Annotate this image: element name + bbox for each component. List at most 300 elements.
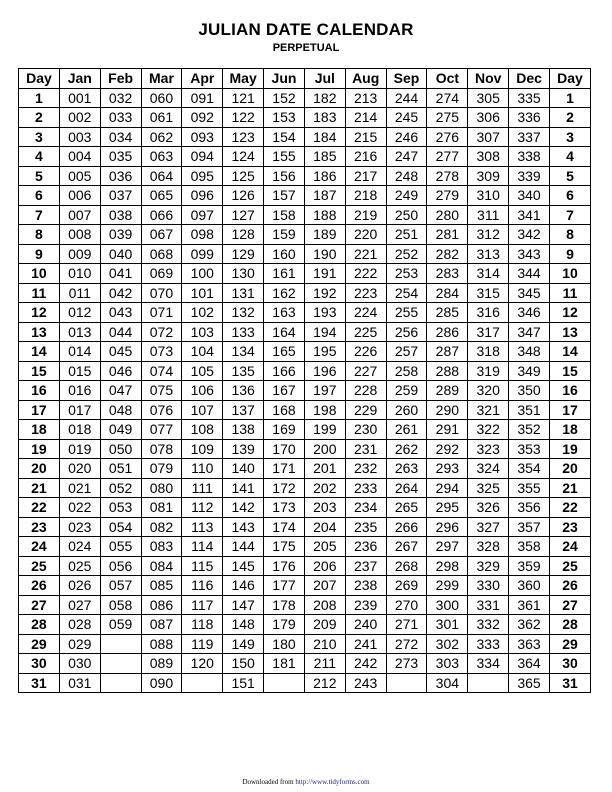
column-header-oct: Oct [427,69,468,89]
julian-day-cell: 117 [182,595,223,615]
table-row [19,459,591,479]
julian-day-cell: 328 [468,537,509,557]
day-number-cell: 8 [549,225,590,245]
julian-day-cell: 002 [59,108,100,128]
julian-day-cell: 028 [59,615,100,635]
julian-day-cell: 172 [264,478,305,498]
table-body [19,88,591,693]
julian-day-cell: 022 [59,498,100,518]
julian-day-cell: 220 [345,225,386,245]
julian-day-cell: 242 [345,654,386,674]
julian-day-cell: 327 [468,517,509,537]
julian-day-cell: 187 [304,186,345,206]
julian-day-cell: 258 [386,361,427,381]
julian-day-cell: 276 [427,127,468,147]
julian-day-cell: 293 [427,459,468,479]
julian-day-cell: 085 [141,576,182,596]
julian-day-cell: 301 [427,615,468,635]
julian-day-cell: 176 [264,556,305,576]
julian-day-cell: 019 [59,439,100,459]
julian-day-cell: 183 [304,108,345,128]
julian-day-cell: 153 [264,108,305,128]
julian-day-cell: 077 [141,420,182,440]
day-number-cell: 11 [19,283,60,303]
julian-day-cell: 213 [345,88,386,108]
julian-day-cell: 322 [468,420,509,440]
julian-day-cell: 338 [509,147,550,167]
julian-day-cell: 082 [141,517,182,537]
julian-day-cell: 266 [386,517,427,537]
julian-day-cell: 018 [59,420,100,440]
column-header-sep: Sep [386,69,427,89]
julian-day-cell: 127 [223,205,264,225]
julian-day-cell: 303 [427,654,468,674]
julian-day-cell: 325 [468,478,509,498]
julian-day-cell: 269 [386,576,427,596]
day-number-cell: 9 [19,244,60,264]
julian-day-cell: 244 [386,88,427,108]
julian-day-cell: 252 [386,244,427,264]
julian-day-cell: 363 [509,634,550,654]
julian-day-cell: 194 [304,322,345,342]
julian-day-cell: 337 [509,127,550,147]
julian-day-cell: 071 [141,303,182,323]
julian-day-cell: 280 [427,205,468,225]
julian-day-cell: 209 [304,615,345,635]
julian-day-cell: 078 [141,439,182,459]
julian-day-cell: 123 [223,127,264,147]
day-number-cell: 24 [19,537,60,557]
julian-day-cell: 170 [264,439,305,459]
day-number-cell: 22 [549,498,590,518]
julian-day-cell: 309 [468,166,509,186]
julian-day-cell: 219 [345,205,386,225]
day-number-cell: 9 [549,244,590,264]
julian-day-cell: 311 [468,205,509,225]
day-number-cell: 23 [19,517,60,537]
julian-day-cell: 023 [59,517,100,537]
day-number-cell: 14 [19,342,60,362]
footer-credit [0,778,612,786]
julian-day-cell: 298 [427,556,468,576]
julian-day-cell: 193 [304,303,345,323]
julian-day-cell: 236 [345,537,386,557]
julian-day-cell: 107 [182,400,223,420]
julian-day-cell: 210 [304,634,345,654]
julian-day-cell: 025 [59,556,100,576]
julian-day-cell: 185 [304,147,345,167]
day-number-cell: 27 [19,595,60,615]
day-number-cell: 26 [549,576,590,596]
julian-day-cell: 118 [182,615,223,635]
julian-day-cell: 016 [59,381,100,401]
table-row [19,147,591,167]
table-row [19,654,591,674]
julian-day-cell: 179 [264,615,305,635]
julian-day-cell [100,634,141,654]
julian-day-cell: 264 [386,478,427,498]
julian-day-cell: 132 [223,303,264,323]
julian-day-cell: 015 [59,361,100,381]
julian-day-cell: 161 [264,264,305,284]
julian-day-cell: 231 [345,439,386,459]
julian-day-cell: 095 [182,166,223,186]
julian-day-cell: 318 [468,342,509,362]
table-row [19,186,591,206]
julian-day-cell: 306 [468,108,509,128]
day-number-cell: 25 [19,556,60,576]
julian-day-cell: 254 [386,283,427,303]
julian-day-cell: 307 [468,127,509,147]
julian-day-cell: 014 [59,342,100,362]
julian-day-cell: 055 [100,537,141,557]
julian-day-cell: 357 [509,517,550,537]
julian-day-cell: 060 [141,88,182,108]
julian-day-cell: 096 [182,186,223,206]
julian-day-cell: 261 [386,420,427,440]
julian-day-cell: 195 [304,342,345,362]
julian-day-cell: 108 [182,420,223,440]
julian-day-cell: 317 [468,322,509,342]
julian-day-cell: 246 [386,127,427,147]
julian-day-cell: 026 [59,576,100,596]
julian-day-cell: 175 [264,537,305,557]
julian-day-cell: 126 [223,186,264,206]
julian-day-cell: 103 [182,322,223,342]
julian-day-cell: 169 [264,420,305,440]
julian-day-cell: 104 [182,342,223,362]
julian-day-cell: 173 [264,498,305,518]
julian-day-cell: 310 [468,186,509,206]
julian-day-cell [386,673,427,693]
julian-day-cell: 241 [345,634,386,654]
day-number-cell: 26 [19,576,60,596]
julian-day-cell: 206 [304,556,345,576]
julian-day-cell: 120 [182,654,223,674]
day-number-cell: 15 [19,361,60,381]
julian-day-cell: 341 [509,205,550,225]
julian-day-cell [264,673,305,693]
table-row [19,381,591,401]
julian-day-cell: 203 [304,498,345,518]
julian-day-cell: 202 [304,478,345,498]
julian-day-cell: 099 [182,244,223,264]
day-number-cell: 28 [19,615,60,635]
julian-day-cell: 330 [468,576,509,596]
day-number-cell: 30 [549,654,590,674]
table-row [19,108,591,128]
julian-day-cell: 339 [509,166,550,186]
julian-day-cell: 166 [264,361,305,381]
day-number-cell: 10 [19,264,60,284]
julian-day-cell: 331 [468,595,509,615]
julian-day-cell: 285 [427,303,468,323]
julian-day-cell: 260 [386,400,427,420]
julian-day-cell: 315 [468,283,509,303]
julian-day-cell: 362 [509,615,550,635]
julian-day-cell: 027 [59,595,100,615]
julian-day-cell: 181 [264,654,305,674]
julian-day-cell: 119 [182,634,223,654]
julian-day-cell: 112 [182,498,223,518]
julian-day-cell: 178 [264,595,305,615]
julian-day-cell: 105 [182,361,223,381]
julian-day-cell: 154 [264,127,305,147]
julian-day-cell: 196 [304,361,345,381]
julian-day-cell: 065 [141,186,182,206]
julian-day-cell: 033 [100,108,141,128]
julian-day-cell: 006 [59,186,100,206]
julian-day-cell: 233 [345,478,386,498]
julian-day-cell: 350 [509,381,550,401]
day-number-cell: 11 [549,283,590,303]
julian-day-cell: 354 [509,459,550,479]
day-number-cell: 5 [19,166,60,186]
julian-day-cell: 273 [386,654,427,674]
day-number-cell: 19 [19,439,60,459]
julian-day-cell: 230 [345,420,386,440]
julian-day-cell: 365 [509,673,550,693]
column-header-day-right: Day [549,69,590,89]
julian-day-cell: 304 [427,673,468,693]
julian-day-cell: 223 [345,283,386,303]
julian-day-cell: 243 [345,673,386,693]
day-number-cell: 27 [549,595,590,615]
table-row [19,400,591,420]
julian-day-cell: 053 [100,498,141,518]
julian-day-cell: 034 [100,127,141,147]
julian-day-cell: 282 [427,244,468,264]
day-number-cell: 2 [549,108,590,128]
julian-day-cell: 182 [304,88,345,108]
julian-day-cell: 345 [509,283,550,303]
julian-day-cell: 344 [509,264,550,284]
julian-day-cell: 277 [427,147,468,167]
julian-day-cell: 355 [509,478,550,498]
julian-day-cell: 286 [427,322,468,342]
julian-day-cell: 054 [100,517,141,537]
julian-day-cell: 348 [509,342,550,362]
day-number-cell: 20 [549,459,590,479]
julian-day-cell: 275 [427,108,468,128]
julian-day-cell: 356 [509,498,550,518]
day-number-cell: 8 [19,225,60,245]
julian-day-cell: 024 [59,537,100,557]
julian-day-cell: 333 [468,634,509,654]
julian-day-cell: 143 [223,517,264,537]
table-row [19,322,591,342]
julian-day-cell [100,673,141,693]
julian-day-cell: 012 [59,303,100,323]
julian-day-cell: 290 [427,400,468,420]
julian-day-cell [468,673,509,693]
julian-day-cell: 251 [386,225,427,245]
julian-day-cell: 011 [59,283,100,303]
julian-day-cell: 089 [141,654,182,674]
julian-day-cell: 044 [100,322,141,342]
julian-day-cell: 039 [100,225,141,245]
julian-day-cell: 129 [223,244,264,264]
julian-day-cell: 149 [223,634,264,654]
julian-day-cell: 214 [345,108,386,128]
julian-day-cell: 003 [59,127,100,147]
julian-day-cell: 111 [182,478,223,498]
day-number-cell: 13 [19,322,60,342]
day-number-cell: 4 [549,147,590,167]
julian-day-cell: 360 [509,576,550,596]
julian-day-cell: 106 [182,381,223,401]
julian-day-cell: 314 [468,264,509,284]
julian-day-cell: 232 [345,459,386,479]
julian-day-cell: 291 [427,420,468,440]
julian-day-cell: 212 [304,673,345,693]
julian-day-cell: 204 [304,517,345,537]
julian-day-cell: 010 [59,264,100,284]
julian-day-cell: 180 [264,634,305,654]
julian-day-cell: 059 [100,615,141,635]
day-number-cell: 16 [19,381,60,401]
julian-day-cell: 167 [264,381,305,401]
julian-day-cell: 308 [468,147,509,167]
julian-day-cell: 035 [100,147,141,167]
julian-day-cell: 263 [386,459,427,479]
julian-day-cell: 116 [182,576,223,596]
julian-day-cell: 083 [141,537,182,557]
julian-day-cell: 124 [223,147,264,167]
table-row [19,517,591,537]
column-header-aug: Aug [345,69,386,89]
julian-day-cell: 076 [141,400,182,420]
julian-day-cell: 141 [223,478,264,498]
day-number-cell: 12 [19,303,60,323]
day-number-cell: 3 [549,127,590,147]
julian-day-cell: 250 [386,205,427,225]
day-number-cell: 13 [549,322,590,342]
julian-day-cell: 186 [304,166,345,186]
julian-day-cell [100,654,141,674]
julian-day-cell: 271 [386,615,427,635]
julian-day-cell: 068 [141,244,182,264]
julian-day-cell: 168 [264,400,305,420]
day-number-cell: 7 [19,205,60,225]
julian-day-cell: 239 [345,595,386,615]
day-number-cell: 18 [19,420,60,440]
julian-day-cell: 287 [427,342,468,362]
julian-day-cell: 294 [427,478,468,498]
table-row [19,127,591,147]
julian-day-cell: 013 [59,322,100,342]
julian-day-cell: 171 [264,459,305,479]
julian-day-cell: 048 [100,400,141,420]
julian-day-cell: 228 [345,381,386,401]
julian-day-cell: 135 [223,361,264,381]
julian-day-cell: 139 [223,439,264,459]
julian-day-cell: 038 [100,205,141,225]
julian-day-cell: 140 [223,459,264,479]
julian-day-cell: 155 [264,147,305,167]
julian-day-cell [182,673,223,693]
julian-day-cell: 031 [59,673,100,693]
julian-day-cell: 156 [264,166,305,186]
julian-day-cell: 091 [182,88,223,108]
julian-day-cell: 321 [468,400,509,420]
julian-day-cell: 335 [509,88,550,108]
julian-day-cell: 062 [141,127,182,147]
julian-day-cell: 084 [141,556,182,576]
julian-day-cell: 190 [304,244,345,264]
julian-day-cell: 017 [59,400,100,420]
julian-day-cell: 073 [141,342,182,362]
julian-day-cell: 101 [182,283,223,303]
table-row [19,166,591,186]
julian-day-cell: 049 [100,420,141,440]
julian-day-cell: 235 [345,517,386,537]
julian-day-cell: 296 [427,517,468,537]
julian-day-cell: 115 [182,556,223,576]
julian-day-cell: 047 [100,381,141,401]
day-number-cell: 23 [549,517,590,537]
julian-day-cell: 040 [100,244,141,264]
julian-day-cell: 109 [182,439,223,459]
julian-day-cell: 226 [345,342,386,362]
julian-day-cell: 361 [509,595,550,615]
day-number-cell: 17 [549,400,590,420]
julian-day-cell: 346 [509,303,550,323]
julian-day-cell: 313 [468,244,509,264]
julian-day-cell: 177 [264,576,305,596]
julian-day-cell: 200 [304,439,345,459]
julian-day-cell: 227 [345,361,386,381]
julian-day-cell: 050 [100,439,141,459]
julian-day-cell: 205 [304,537,345,557]
julian-day-cell: 359 [509,556,550,576]
julian-day-cell: 297 [427,537,468,557]
day-number-cell: 30 [19,654,60,674]
julian-day-cell: 268 [386,556,427,576]
julian-day-cell: 349 [509,361,550,381]
julian-day-cell: 267 [386,537,427,557]
table-row [19,439,591,459]
julian-day-cell: 334 [468,654,509,674]
julian-day-cell: 032 [100,88,141,108]
page-title: JULIAN DATE CALENDAR [198,20,414,39]
day-number-cell: 6 [549,186,590,206]
julian-day-cell: 305 [468,88,509,108]
day-number-cell: 17 [19,400,60,420]
footer-prefix: Downloaded from [242,778,296,786]
day-number-cell: 29 [549,634,590,654]
julian-day-cell: 299 [427,576,468,596]
page-subtitle: PERPETUAL [272,42,340,54]
julian-day-cell: 145 [223,556,264,576]
julian-day-cell: 324 [468,459,509,479]
julian-day-cell: 069 [141,264,182,284]
julian-day-cell: 081 [141,498,182,518]
julian-day-cell: 152 [264,88,305,108]
julian-day-cell: 162 [264,283,305,303]
julian-day-cell: 329 [468,556,509,576]
julian-day-cell: 199 [304,420,345,440]
julian-day-cell: 189 [304,225,345,245]
julian-day-cell: 094 [182,147,223,167]
julian-day-cell: 316 [468,303,509,323]
julian-day-cell: 216 [345,147,386,167]
day-number-cell: 1 [19,88,60,108]
day-number-cell: 31 [549,673,590,693]
footer-link[interactable]: http://www.tidyforms.com [295,778,370,786]
julian-day-cell: 229 [345,400,386,420]
julian-day-cell: 058 [100,595,141,615]
